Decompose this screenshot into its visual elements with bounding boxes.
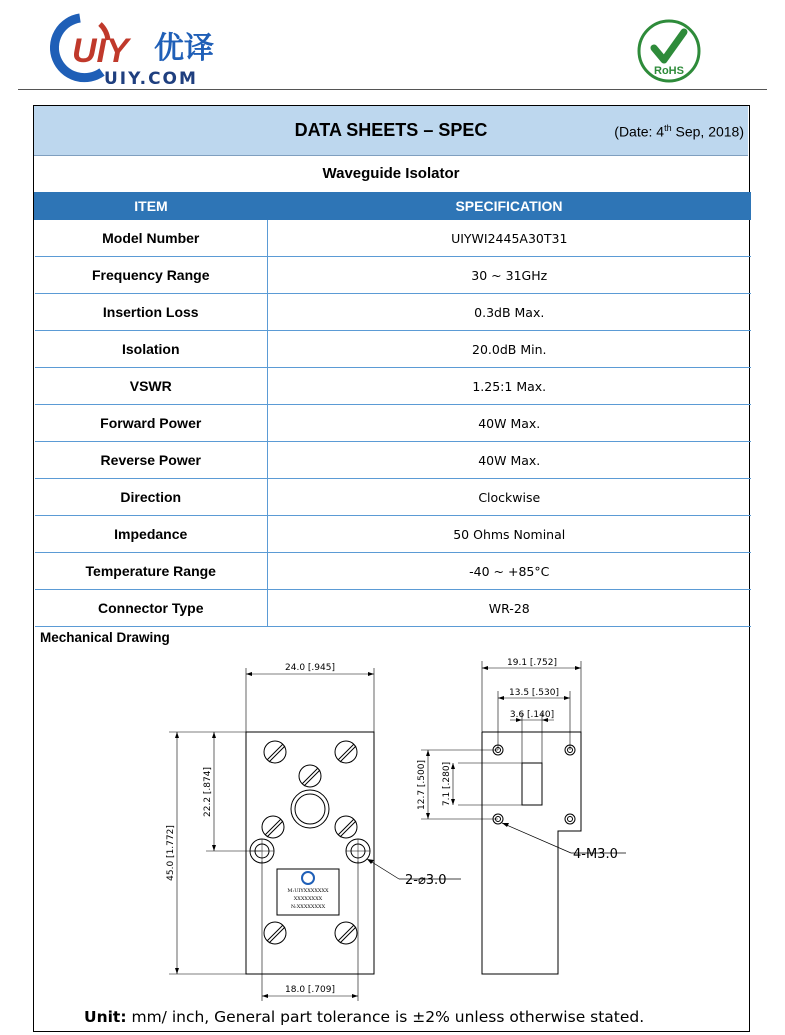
label-logo-icon <box>302 872 314 884</box>
side-dim-5: 7.1 [.280] <box>442 761 452 807</box>
col-spec-header: SPECIFICATION <box>268 193 751 220</box>
row-item: Model Number <box>35 220 268 257</box>
side-dim-4: 12.7 [.500] <box>417 760 427 810</box>
row-spec: 0.3dB Max. <box>268 294 751 331</box>
row-item: Insertion Loss <box>35 294 268 331</box>
mechanical-drawing <box>34 106 748 1030</box>
row-item: Temperature Range <box>35 553 268 590</box>
row-spec: -40 ~ +85°C <box>268 553 751 590</box>
unit-note: Unit: mm/ inch, General part tolerance is ±2% unless otherwise stated. <box>84 1008 645 1026</box>
screw-icon <box>335 922 357 944</box>
product-title: Waveguide Isolator <box>322 165 460 182</box>
label-line-3: N:XXXXXXXX <box>290 904 326 910</box>
rohs-badge <box>636 18 702 84</box>
mechanical-drawing-label: Mechanical Drawing <box>40 630 170 645</box>
row-item: VSWR <box>35 368 268 405</box>
row-item: Connector Type <box>35 590 268 627</box>
mounting-hole-icon <box>346 839 370 863</box>
screw-icon <box>299 765 321 787</box>
dim-bottom: 18.0 [.709] <box>285 985 335 995</box>
dim-half: 22.2 [.874] <box>203 767 213 817</box>
side-dim-3: 3.6 [.140] <box>509 710 555 720</box>
row-spec: 20.0dB Min. <box>268 331 751 368</box>
side-dim-2: 13.5 [.530] <box>509 688 559 698</box>
callout-holes: 2-⌀3.0 <box>405 873 447 888</box>
col-item-header: ITEM <box>35 193 268 220</box>
logo-domain: UIY.COM <box>104 69 198 88</box>
row-item: Isolation <box>35 331 268 368</box>
label-line-1: M:UIYXXXXXXX <box>287 888 329 894</box>
sheet-title: DATA SHEETS – SPEC <box>294 120 488 140</box>
screw-icon <box>335 741 357 763</box>
label-line-2: XXXXXXXX <box>293 896 323 902</box>
row-spec: 40W Max. <box>268 405 751 442</box>
row-spec: 40W Max. <box>268 442 751 479</box>
row-spec: 1.25:1 Max. <box>268 368 751 405</box>
screw-hole-icon <box>565 814 575 824</box>
dim-width: 24.0 [.945] <box>285 663 335 673</box>
row-spec: Clockwise <box>268 479 751 516</box>
header-divider <box>18 89 767 90</box>
mounting-hole-icon <box>250 839 274 863</box>
row-item: Direction <box>35 479 268 516</box>
screw-icon <box>264 922 286 944</box>
datasheet-frame <box>33 105 750 1032</box>
side-dim-1: 19.1 [.752] <box>507 658 557 668</box>
sheet-date: (Date: 4th Sep, 2018) <box>614 123 744 140</box>
logo-text: UIY <box>72 32 129 70</box>
side-view-body <box>482 732 581 974</box>
row-item: Impedance <box>35 516 268 553</box>
callout-screws: 4-M3.0 <box>573 847 618 862</box>
company-logo <box>42 10 242 88</box>
logo-chinese: 优译 <box>154 31 214 66</box>
row-spec: 30 ~ 31GHz <box>268 257 751 294</box>
row-spec: UIYWI2445A30T31 <box>268 220 751 257</box>
row-item: Forward Power <box>35 405 268 442</box>
port-circle <box>291 790 329 828</box>
dim-height: 45.0 [1.772] <box>166 825 176 881</box>
rohs-label: RoHS <box>654 65 684 77</box>
row-spec: WR-28 <box>268 590 751 627</box>
row-spec: 50 Ohms Nominal <box>268 516 751 553</box>
screw-icon <box>335 816 357 838</box>
row-item: Frequency Range <box>35 257 268 294</box>
screw-icon <box>262 816 284 838</box>
screw-icon <box>264 741 286 763</box>
row-item: Reverse Power <box>35 442 268 479</box>
